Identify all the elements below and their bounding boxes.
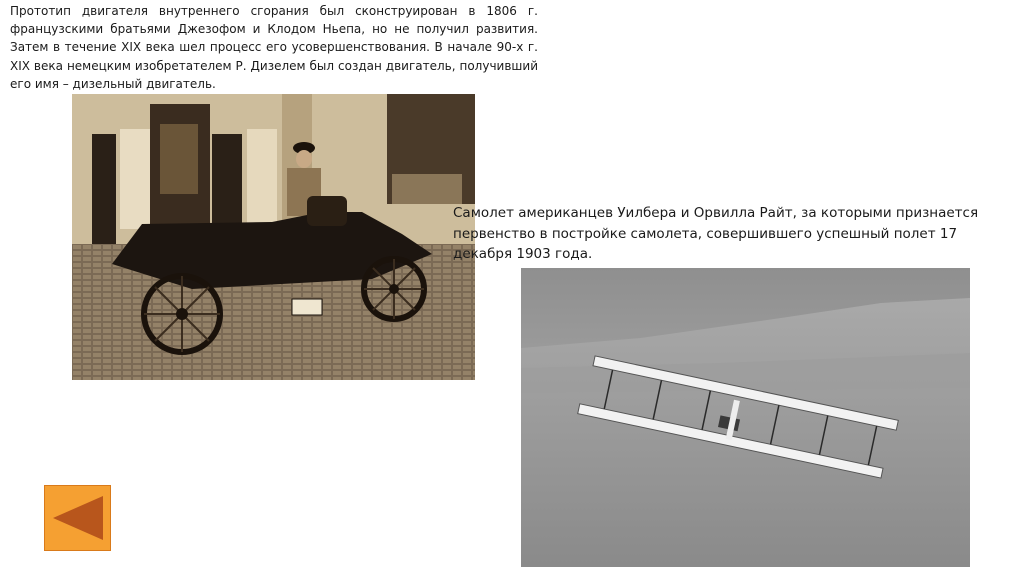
plane-caption: Самолет американцев Уилбера и Орвилла Райт, за которыми признается первенство в постройке самолета, совершившего успешный полет 17 декабря 1903 года. [453,205,979,262]
back-button[interactable] [44,485,111,551]
triangle-left-icon [45,486,110,550]
wright-flyer-photo [521,268,970,567]
vintage-car-photo [72,94,475,380]
intro-paragraph: Прототип двигателя внутреннего сгорания был сконструирован в 1806 г. французскими братьями Джезофом и Клодом Ньепа, но не получил развития. Затем в течение XIX века шел процесс его усовершенствования. В начале 90-х г. XIX века немецким изобретателем Р. Дизелем был создан двигатель, получивший его имя – дизельный двигатель. [10,4,538,91]
